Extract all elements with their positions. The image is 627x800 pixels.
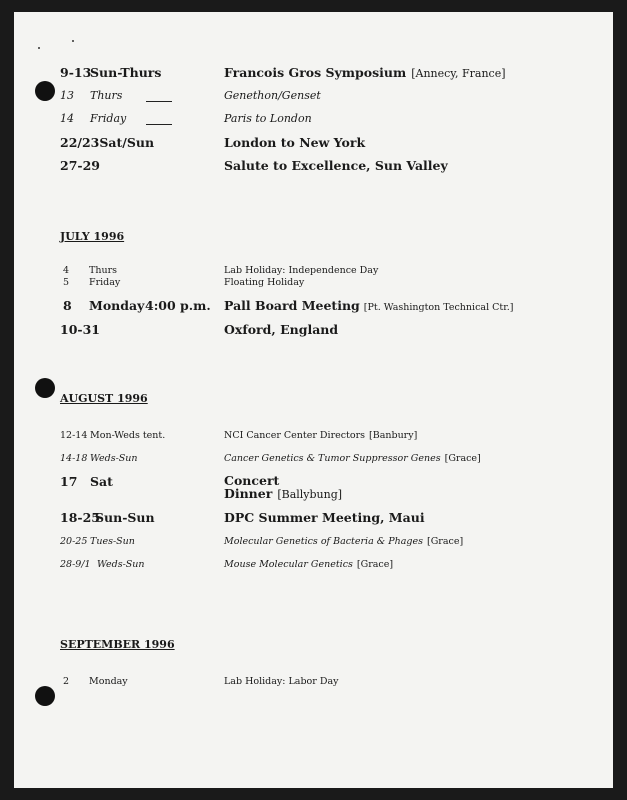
date: 9-13 (60, 65, 92, 80)
punch-hole-bottom (35, 686, 55, 706)
day: Sat (90, 474, 113, 489)
blank-line (146, 101, 172, 102)
day: Thurs (90, 89, 123, 102)
date: 27-29 (60, 158, 100, 173)
date: 8 (63, 298, 72, 313)
punch-hole-top (35, 81, 55, 101)
time: 4:00 p.m. (145, 298, 211, 313)
section-heading-september: SEPTEMBER 1996 (60, 638, 175, 651)
event: Floating Holiday (224, 277, 305, 288)
event: NCI Cancer Center Directors [Banbury] (224, 430, 418, 441)
day: Weds-Sun (97, 559, 145, 570)
event: Mouse Molecular Genetics [Grace] (224, 559, 394, 570)
event: Lab Holiday: Independence Day (224, 265, 379, 276)
date: 12-14 (60, 430, 88, 441)
date: 2 (63, 676, 70, 687)
day: Thurs (89, 265, 117, 276)
speck (38, 47, 40, 49)
date: 14-18 (60, 453, 88, 464)
day: Sun-Thurs (90, 65, 162, 80)
date: 14 (60, 112, 74, 125)
day: Monday (89, 676, 128, 687)
day: Monday (89, 298, 145, 313)
document-page (14, 12, 613, 788)
date: 20-25 (60, 536, 88, 547)
event: Francois Gros Symposium [Annecy, France] (224, 65, 506, 80)
event-line-2: Dinner [Ballybung] (224, 486, 343, 501)
event: Lab Holiday: Labor Day (224, 676, 339, 687)
date: 28-9/1 (60, 559, 91, 570)
event: Concert (224, 473, 280, 488)
date: 4 (63, 265, 70, 276)
speck (72, 40, 74, 42)
event: Oxford, England (224, 322, 339, 337)
event: Salute to Excellence, Sun Valley (224, 158, 448, 173)
day: Sun-Sun (95, 510, 155, 525)
event: Genethon/Genset (224, 89, 321, 102)
section-heading-july: JULY 1996 (60, 230, 125, 243)
event: London to New York (224, 135, 366, 150)
date: 10-31 (60, 322, 100, 337)
date: 18-25 (60, 510, 100, 525)
event: DPC Summer Meeting, Maui (224, 510, 425, 525)
blank-line (146, 124, 172, 125)
section-heading-august: AUGUST 1996 (60, 392, 148, 405)
event: Cancer Genetics & Tumor Suppressor Genes [Grace] (224, 453, 481, 464)
date: 13 (60, 89, 74, 102)
event: Molecular Genetics of Bacteria & Phages [Grace] (224, 536, 464, 547)
event: Paris to London (224, 112, 312, 125)
day: Friday (89, 277, 121, 288)
event: Pall Board Meeting [Pt. Washington Technical Ctr.] (224, 298, 514, 313)
punch-hole-middle (35, 378, 55, 398)
date: 17 (60, 474, 78, 489)
day: Mon-Weds tent. (90, 430, 166, 441)
day: Tues-Sun (90, 536, 135, 547)
day: Weds-Sun (90, 453, 138, 464)
date: 5 (63, 277, 70, 288)
day: Friday (90, 112, 127, 125)
date: 22/23Sat/Sun (60, 135, 155, 150)
